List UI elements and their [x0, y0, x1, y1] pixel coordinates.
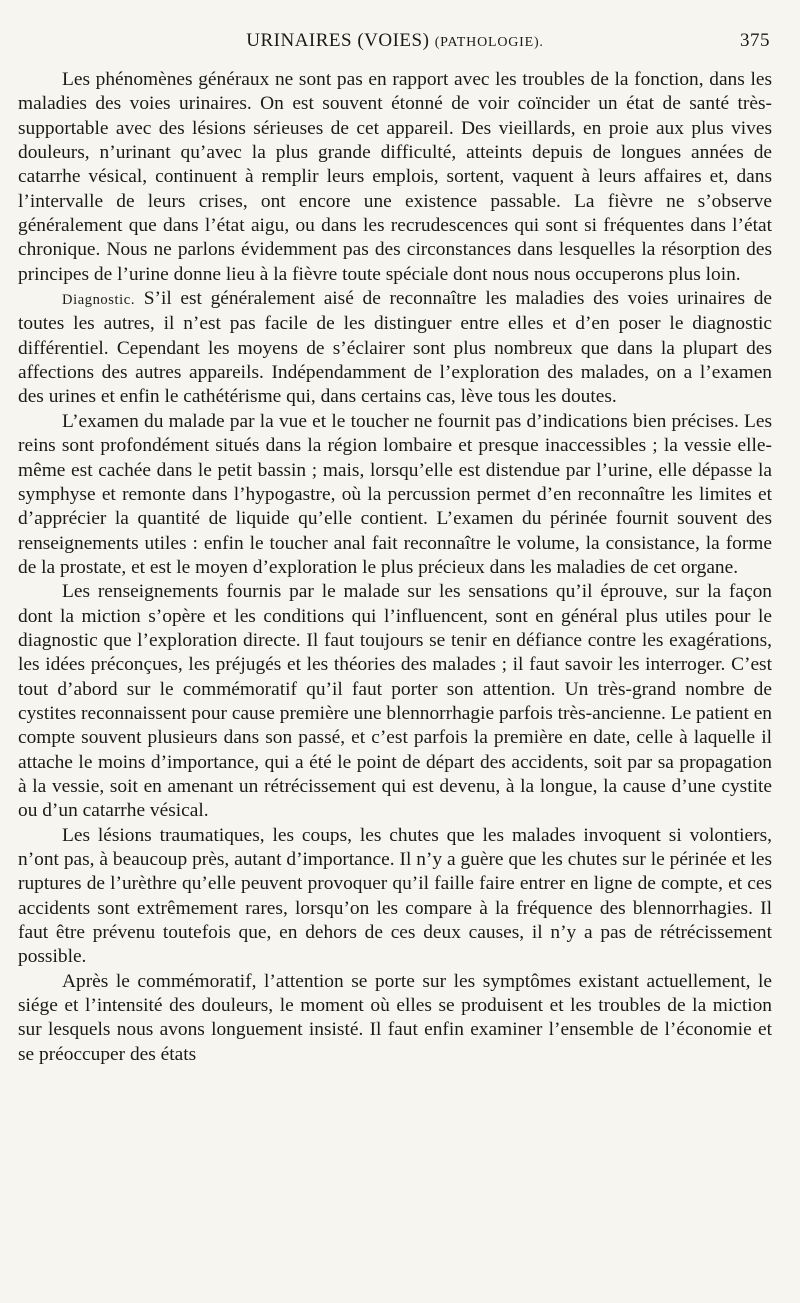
paragraph-symptoms: Après le commémoratif, l’attention se porte sur les symptômes existant actuellement, le siége et l’intensité des douleurs, le moment où elles se produisent et les troubles de la miction sur lesquels nous avons longuement insisté. Il faut enfin examiner l’ensemble de l’économie et se préoccuper des états [18, 970, 772, 1065]
paragraph-traumatic-lesions: Les lésions traumatiques, les coups, les chutes que les malades invoquent si volontiers, n’ont pas, à beaucoup près, autant d’importance. Il n’y a guère que les chutes sur le périnée et les ruptures de l’urèthre qu’elle peuvent provoquer qu’il faille faire entrer en ligne de compte, et ces accidents sont extrêmement rares, lorsqu’on les compare à la fréquence des blennorrhagies. Il faut être prévenu toutefois que, en dehors de ces deux causes, il n’y a pas de rétrécissement possible. [18, 824, 772, 968]
body-text [18, 68, 772, 1067]
title-main: URINAIRES (VOIES) [246, 30, 435, 51]
paragraph-examination: L’examen du malade par la vue et le toucher ne fournit pas d’indications bien précises. Les reins sont profondément situés dans la région lombaire et presque inaccessibles ; la vessie elle-même est cachée dans le petit bassin ; mais, lorsqu’elle est distendue par l’urine, elle dépasse la symphyse et remonte dans l’hypogastre, où la percussion permet d’en reconnaître les limites et d’apprécier la quantité de liquide qu’elle contient. L’examen du périnée fournit souvent des renseignements utiles : enfin le toucher anal fait reconnaître le volume, la consistance, la forme de la prostate, et est le moyen d’exploration le plus précieux dans les maladies de cet organe. [18, 410, 772, 578]
page-number: 375 [740, 30, 770, 51]
paragraph-patient-information: Les renseignements fournis par le malade sur les sensations qu’il éprouve, sur la façon dont la miction s’opère et les conditions qui l’influencent, sont en général plus utiles pour le diagnostic que l’exploration directe. Il faut toujours se tenir en défiance contre les exagérations, les idées préconçues, les préjugés et les théories des malades ; il faut savoir les interroger. C’est tout d’abord sur le commémoratif qu’il faut porter son attention. Un très-grand nombre de cystites reconnaissent pour cause première une blennorrhagie parfois très-ancienne. Le patient en compte souvent plusieurs dans son passé, et c’est parfois la première en date, celle à laquelle il attache le moins d’importance, qui a été le point de départ des accidents, soit par sa propagation à la vessie, soit en amenant un rétrécissement qui est devenu, à la longue, la cause d’une cystite ou d’un catarrhe vésical. [18, 581, 772, 822]
running-head [18, 30, 772, 56]
section-heading-diagnostic: Diagnostic. [62, 292, 136, 309]
page-title [18, 30, 772, 52]
paragraph-general-phenomena: Les phénomènes généraux ne sont pas en rapport avec les troubles de la fonction, dans les maladies des voies urinaires. On est souvent étonné de voir coïncider un état de santé très-supportable avec des lésions sérieuses de cet appareil. Des vieillards, en proie aux plus vives douleurs, n’urinant qu’avec la plus grande difficulté, atteints depuis de longues années de catarrhe vésical, continuent à remplir leurs emplois, sortent, vaquent à leurs affaires et, dans l’intervalle de leurs crises, ont encore une existence passable. La fièvre ne s’observe généralement que dans l’état aigu, ou dans les recrudescences qui sont si fréquentes dans l’état chronique. Nous ne parlons évidemment pas des circonstances dans lesquelles la résorption des principes de l’urine donne lieu à la fièvre toute spéciale dont nous nous occuperons plus loin. [18, 69, 772, 285]
paragraph-diagnostic-text: S’il est généralement aisé de reconnaître les maladies des voies urinaires de toutes les autres, il n’est pas facile de les distinguer entre elles et d’en poser le diagnostic différentiel. Cependant les moyens de s’éclairer sont plus nombreux que dans la plupart des affections des autres appareils. Indépendamment de l’exploration des malades, on a l’examen des urines et enfin le cathétérisme qui, dans certains cas, lève tous les doutes. [18, 288, 772, 408]
title-subtitle: (PATHOLOGIE). [434, 35, 544, 50]
paragraph-diagnostic [18, 287, 772, 410]
